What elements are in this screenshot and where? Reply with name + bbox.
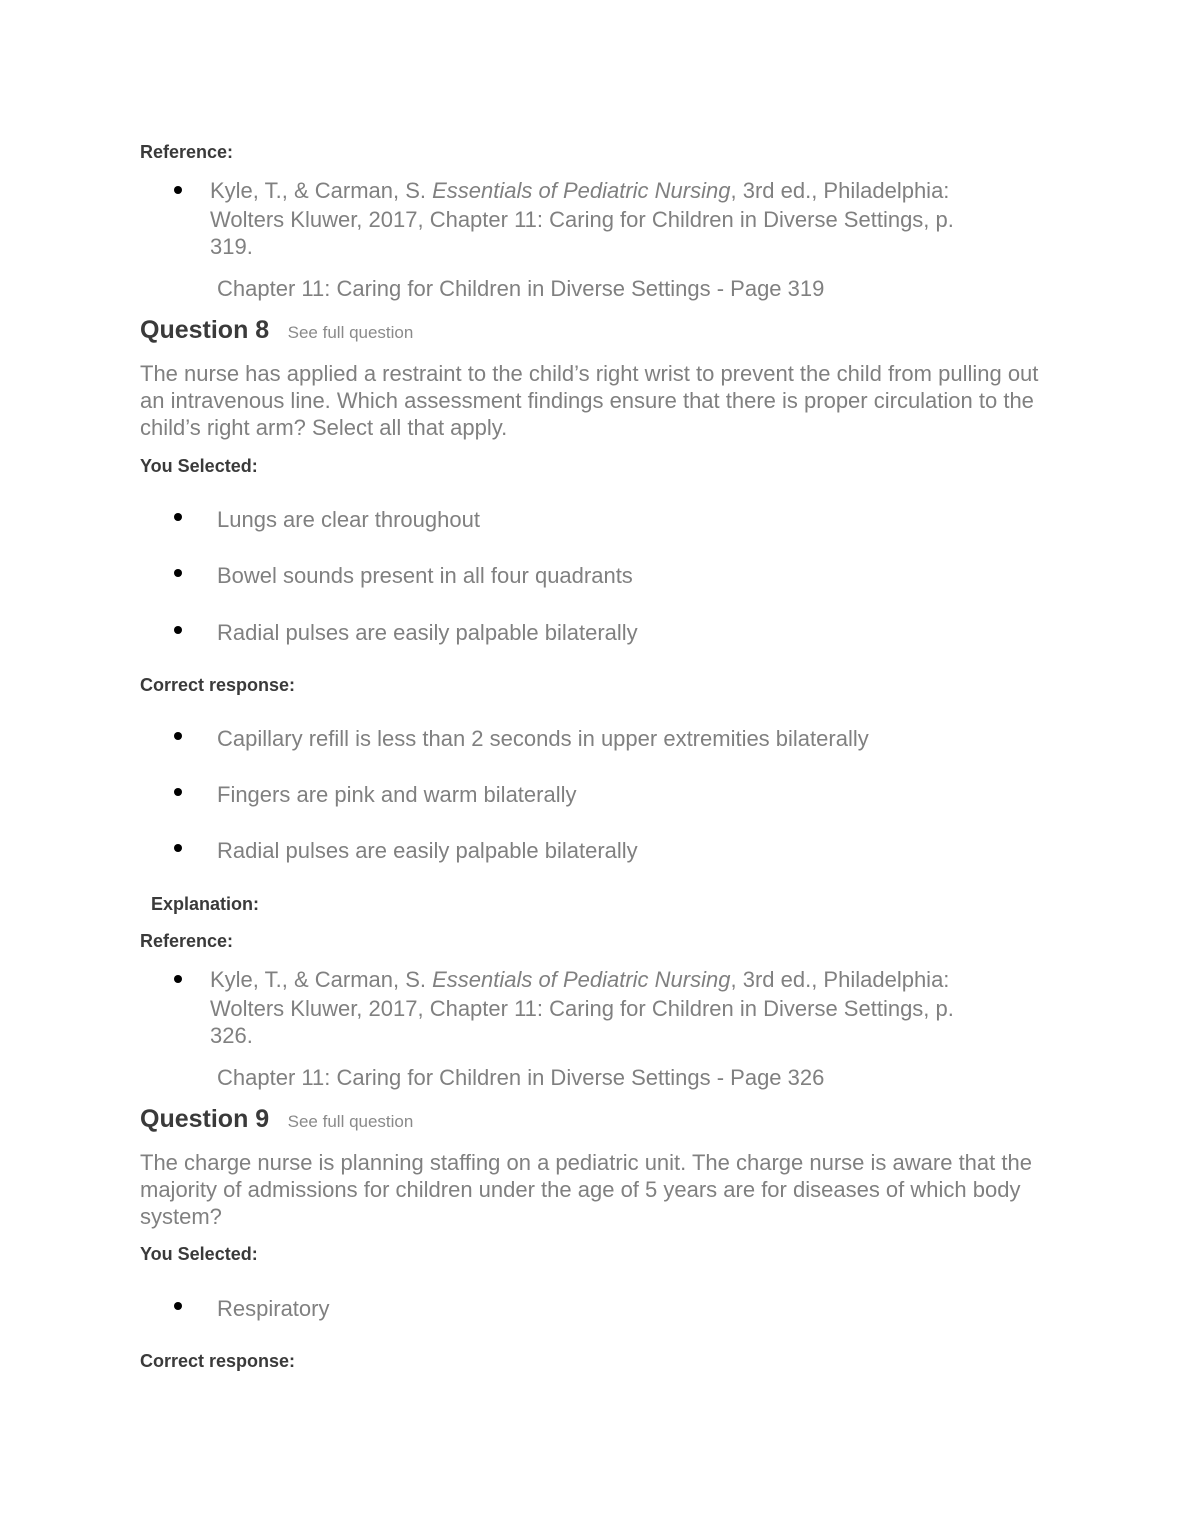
selected-answer: Lungs are clear throughout — [217, 507, 480, 532]
selected-answer: Radial pulses are easily palpable bilaterally — [217, 620, 638, 645]
reference-citation-line: Kyle, T., & Carman, S. Essentials of Pediatric Nursing, 3rd ed., Philadelphia: — [210, 967, 950, 992]
bullet-icon — [174, 788, 182, 796]
reference-label: Reference: — [140, 142, 234, 162]
question-text: The nurse has applied a restraint to the child’s right wrist to prevent the child from pulling out an intravenous line. Which assessment findings ensure that there is proper circulation to the child’s right arm? Select all that apply. — [140, 361, 1039, 440]
bullet-icon — [174, 1302, 182, 1310]
see-full-question-link[interactable]: See full question — [287, 1112, 414, 1131]
bullet-icon — [174, 975, 182, 983]
you-selected-label: You Selected: — [140, 1244, 258, 1264]
chapter-reference-link[interactable]: Chapter 11: Caring for Children in Diverse Settings - Page 319 — [217, 276, 825, 301]
correct-answer: Capillary refill is less than 2 seconds in upper extremities bilaterally — [217, 726, 869, 751]
reference-citation-line: 326. — [210, 1023, 253, 1048]
see-full-question-link[interactable]: See full question — [287, 323, 414, 342]
bullet-icon — [174, 732, 182, 740]
correct-answer: Radial pulses are easily palpable bilaterally — [217, 838, 638, 863]
explanation-label: Explanation: — [151, 894, 260, 914]
question-title: Question 8 — [140, 316, 270, 344]
reference-citation-line: Wolters Kluwer, 2017, Chapter 11: Caring for Children in Diverse Settings, p. — [210, 207, 954, 232]
question-text: The charge nurse is planning staffing on a pediatric unit. The charge nurse is aware that the majority of admissions for children under the age of 5 years are for diseases of which body system? — [140, 1150, 1032, 1229]
chapter-reference-link[interactable]: Chapter 11: Caring for Children in Diverse Settings - Page 326 — [217, 1065, 825, 1090]
you-selected-label: You Selected: — [140, 456, 258, 476]
bullet-icon — [174, 513, 182, 521]
reference-citation-line: Wolters Kluwer, 2017, Chapter 11: Caring for Children in Diverse Settings, p. — [210, 996, 954, 1021]
selected-answer: Respiratory — [217, 1296, 330, 1321]
bullet-icon — [174, 186, 182, 194]
bullet-icon — [174, 844, 182, 852]
reference-citation-line: 319. — [210, 234, 253, 259]
question-title: Question 9 — [140, 1105, 270, 1133]
reference-citation-line: Kyle, T., & Carman, S. Essentials of Pediatric Nursing, 3rd ed., Philadelphia: — [210, 178, 950, 203]
question-heading — [140, 316, 413, 345]
correct-answer: Fingers are pink and warm bilaterally — [217, 782, 577, 807]
bullet-icon — [174, 569, 182, 577]
question-heading — [140, 1105, 413, 1134]
correct-response-label: Correct response: — [140, 1351, 296, 1371]
selected-answer: Bowel sounds present in all four quadrants — [217, 563, 633, 588]
reference-label: Reference: — [140, 931, 234, 951]
bullet-icon — [174, 626, 182, 634]
correct-response-label: Correct response: — [140, 675, 296, 695]
